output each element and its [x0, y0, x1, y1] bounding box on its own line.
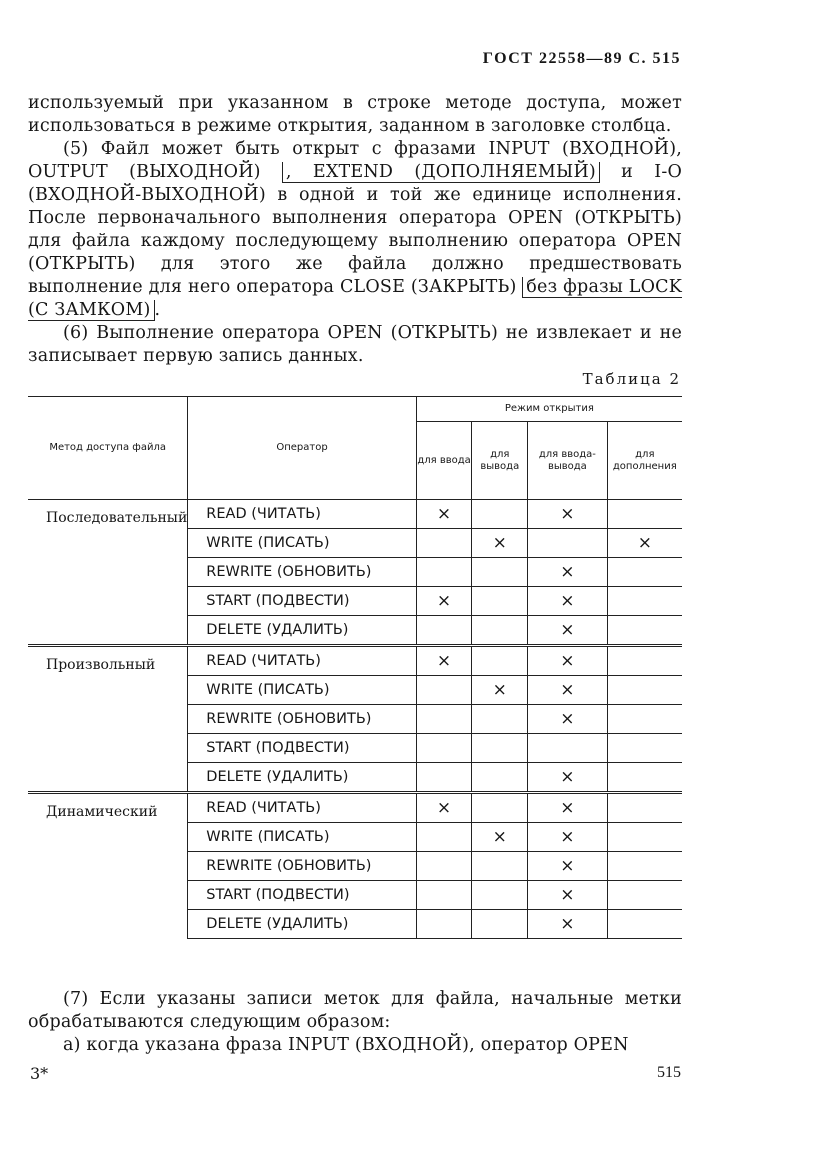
mode-cell	[528, 616, 607, 646]
mode-cell	[607, 647, 682, 676]
operator-name: START (ПОДВЕСТИ)	[188, 881, 416, 910]
boxed-lock-phrase: без фразы LOCK (С ЗАМКОМ)	[28, 277, 682, 320]
mode-cell	[607, 558, 682, 587]
mode-cell	[607, 734, 682, 763]
mode-cell	[472, 676, 528, 705]
mode-cell	[607, 587, 682, 616]
cross-mark-icon: ×	[560, 651, 575, 671]
mode-cell	[607, 500, 682, 529]
mode-cell	[416, 763, 472, 793]
mode-cell	[472, 794, 528, 823]
mode-cell	[472, 647, 528, 676]
mode-cell	[416, 852, 472, 881]
cross-mark-icon: ×	[560, 709, 575, 729]
operator-name: REWRITE (ОБНОВИТЬ)	[188, 558, 416, 587]
mode-cell	[416, 676, 472, 705]
mode-cell	[416, 587, 472, 616]
mode-cell	[528, 852, 607, 881]
table-row	[28, 647, 682, 676]
mode-cell	[607, 823, 682, 852]
mode-cell	[528, 910, 607, 939]
cross-mark-icon: ×	[492, 533, 507, 553]
mode-cell	[528, 529, 607, 558]
operator-name: REWRITE (ОБНОВИТЬ)	[188, 705, 416, 734]
table-body	[28, 500, 682, 939]
mode-cell	[416, 500, 472, 529]
paragraph-6: (6) Выполнение оператора OPEN (ОТКРЫТЬ) не извлекает и не записывает первую запись данных.	[28, 323, 682, 366]
operator-name: START (ПОДВЕСТИ)	[188, 587, 416, 616]
paragraph-7: (7) Если указаны записи меток для файла, начальные метки обрабатываются следующим образом:	[28, 989, 682, 1032]
cross-mark-icon: ×	[436, 651, 452, 671]
operator-name: WRITE (ПИСАТЬ)	[188, 676, 416, 705]
cross-mark-icon: ×	[492, 680, 507, 700]
header-open-mode: Режим открытия	[416, 397, 682, 422]
mode-cell	[528, 794, 607, 823]
mode-cell	[472, 881, 528, 910]
mode-cell	[472, 763, 528, 793]
mode-cell	[472, 587, 528, 616]
mode-cell	[607, 910, 682, 939]
mode-cell	[472, 529, 528, 558]
paragraph-7a: а) когда указана фраза INPUT (ВХОДНОЙ), оператор OPEN	[63, 1035, 629, 1055]
mode-cell	[416, 558, 472, 587]
access-method-name: Последовательный	[46, 510, 188, 526]
operator-name: REWRITE (ОБНОВИТЬ)	[188, 852, 416, 881]
mode-cell	[528, 823, 607, 852]
cross-mark-icon: ×	[560, 827, 575, 847]
operator-name: READ (ЧИТАТЬ)	[188, 647, 416, 676]
mode-cell	[416, 705, 472, 734]
cross-mark-icon: ×	[560, 591, 575, 611]
mode-cell	[416, 647, 472, 676]
operator-name: WRITE (ПИСАТЬ)	[188, 823, 416, 852]
header-mode-io: для ввода-вывода	[528, 422, 607, 500]
mode-cell	[607, 529, 682, 558]
table-caption: Таблица 2	[582, 370, 681, 388]
mode-cell	[607, 881, 682, 910]
cross-mark-icon: ×	[492, 827, 507, 847]
cross-mark-icon: ×	[560, 885, 575, 905]
paragraph-5-part-1: (5) Файл может быть открыт с фразами INPUT (ВХОДНОЙ), OUTPUT (ВЫХОДНОЙ)	[28, 139, 682, 182]
mode-cell	[472, 616, 528, 646]
cross-mark-icon: ×	[560, 856, 575, 876]
operator-name: DELETE (УДАЛИТЬ)	[188, 763, 416, 793]
open-modes-table	[28, 396, 682, 939]
header-method: Метод доступа файла	[28, 397, 188, 500]
mode-cell	[607, 676, 682, 705]
operator-name: READ (ЧИТАТЬ)	[188, 500, 416, 529]
operator-name: READ (ЧИТАТЬ)	[188, 794, 416, 823]
body-text-top	[28, 92, 682, 368]
mode-cell	[416, 734, 472, 763]
paragraph-5-end: .	[154, 300, 161, 320]
mode-cell	[528, 500, 607, 529]
mode-cell	[472, 852, 528, 881]
mode-cell	[528, 676, 607, 705]
header-mode-output: для вывода	[472, 422, 528, 500]
mode-cell	[472, 734, 528, 763]
mode-cell	[528, 647, 607, 676]
cross-mark-icon: ×	[560, 767, 575, 787]
cross-mark-icon: ×	[436, 798, 452, 818]
header-operator: Оператор	[188, 397, 416, 500]
mode-cell	[607, 616, 682, 646]
mode-cell	[528, 705, 607, 734]
paragraph-5	[28, 138, 682, 322]
mode-cell	[472, 500, 528, 529]
access-method-name: Динамический	[46, 804, 158, 820]
mode-cell	[472, 705, 528, 734]
mode-cell	[528, 558, 607, 587]
paragraph-5-part-2: и I-O (ВХОДНОЙ-ВЫХОДНОЙ) в одной и той же единице исполнения. После первоначального выполнения оператора OPEN (ОТКРЫТЬ) для файла каждому последующему выполнению оператора OPEN (ОТКРЫТЬ) для этого же файла должно предшествовать выполнение для него оператора CLOSE (ЗАКРЫТЬ)	[28, 162, 682, 297]
operator-name: START (ПОДВЕСТИ)	[188, 734, 416, 763]
mode-cell	[416, 823, 472, 852]
mode-cell	[528, 763, 607, 793]
page-header: ГОСТ 22558—89 С. 515	[482, 50, 681, 67]
mode-cell	[607, 705, 682, 734]
table-row	[28, 794, 682, 823]
header-mode-extend: для дополнения	[607, 422, 682, 500]
body-text-bottom	[28, 988, 682, 1057]
cross-mark-icon: ×	[436, 504, 452, 524]
cross-mark-icon: ×	[436, 591, 452, 611]
cross-mark-icon: ×	[637, 533, 652, 553]
mode-cell	[416, 881, 472, 910]
mode-cell	[528, 734, 607, 763]
mode-cell	[472, 823, 528, 852]
footer-signature-mark: 3*	[30, 1064, 49, 1083]
mode-cell	[416, 529, 472, 558]
cross-mark-icon: ×	[560, 620, 575, 640]
mode-cell	[416, 794, 472, 823]
cross-mark-icon: ×	[560, 914, 575, 934]
cross-mark-icon: ×	[560, 504, 575, 524]
cross-mark-icon: ×	[560, 680, 575, 700]
access-method-name: Произвольный	[46, 657, 156, 673]
mode-cell	[607, 852, 682, 881]
table-row	[28, 500, 682, 529]
mode-cell	[607, 794, 682, 823]
header-mode-input: для ввода	[416, 422, 472, 500]
mode-cell	[528, 881, 607, 910]
mode-cell	[607, 763, 682, 793]
cross-mark-icon: ×	[560, 798, 575, 818]
operator-name: DELETE (УДАЛИТЬ)	[188, 910, 416, 939]
operator-name: WRITE (ПИСАТЬ)	[188, 529, 416, 558]
mode-cell	[472, 558, 528, 587]
boxed-extend-phrase: , EXTEND (ДОПОЛНЯЕМЫЙ)	[282, 162, 600, 183]
mode-cell	[416, 616, 472, 646]
page-number: 515	[657, 1064, 681, 1081]
cross-mark-icon: ×	[560, 562, 575, 582]
mode-cell	[528, 587, 607, 616]
mode-cell	[472, 910, 528, 939]
paragraph-continuation: используемый при указанном в строке методе доступа, может использоваться в режиме открытия, заданном в заголовке столбца.	[28, 93, 682, 136]
mode-cell	[416, 910, 472, 939]
operator-name: DELETE (УДАЛИТЬ)	[188, 616, 416, 646]
